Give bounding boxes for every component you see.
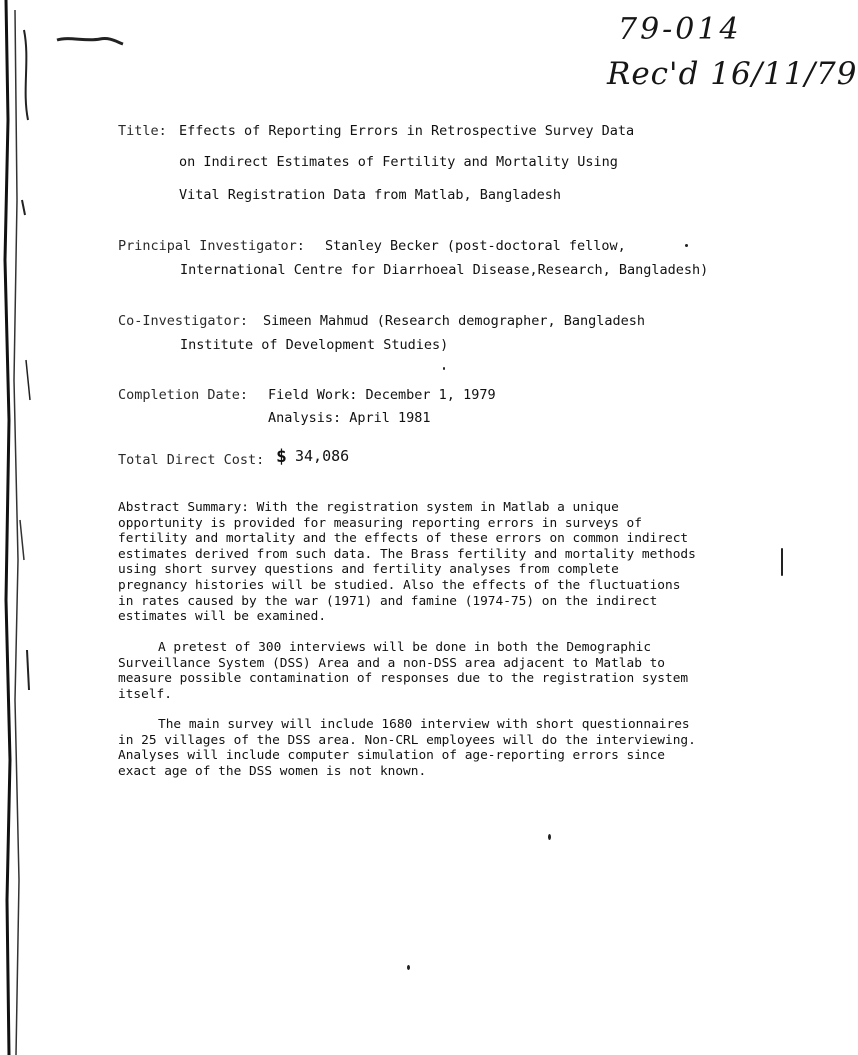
abstract-paragraph-3 xyxy=(118,717,696,779)
currency-symbol: $ xyxy=(276,446,287,467)
title-line-1: Effects of Reporting Errors in Retrospective Survey Data xyxy=(179,123,635,139)
title-line-2: on Indirect Estimates of Fertility and Mortality Using xyxy=(179,154,618,170)
co-investigator-label: Co-Investigator: xyxy=(118,313,249,329)
handwritten-received-date: Rec'd 16/11/79 xyxy=(607,56,858,92)
abstract-line: fertility and mortality and the effects of these errors on common indirect xyxy=(118,531,689,547)
total-cost-label: Total Direct Cost: xyxy=(118,452,265,468)
abstract-line: The main survey will include 1680 interview with short questionnaires xyxy=(158,717,690,732)
abstract-line: itself. xyxy=(118,686,172,702)
total-cost-amount: 34,086 xyxy=(295,447,350,465)
principal-investigator-line-1: Stanley Becker (post-doctoral fellow, xyxy=(325,238,626,254)
scan-speck xyxy=(781,548,783,576)
abstract-line: in rates caused by the war (1971) and famine (1974-75) on the indirect xyxy=(118,593,658,609)
total-cost-row xyxy=(118,446,350,468)
scan-speck xyxy=(548,834,551,840)
abstract-line: Surveillance System (DSS) Area and a non-DSS area adjacent to Matlab to xyxy=(118,655,666,671)
completion-row xyxy=(118,387,496,403)
principal-investigator-line-2: International Centre for Diarrhoeal Disease,Research, Bangladesh) xyxy=(180,262,709,278)
co-investigator-line-1: Simeen Mahmud (Research demographer, Bangladesh xyxy=(263,313,646,329)
abstract-line: estimates will be examined. xyxy=(118,609,327,625)
co-investigator-line-2: Institute of Development Studies) xyxy=(180,337,449,353)
abstract-line: in 25 villages of the DSS area. Non-CRL employees will do the interviewing. xyxy=(118,732,696,748)
field-work-date: Field Work: December 1, 1979 xyxy=(268,387,496,403)
abstract-line: exact age of the DSS women is not known. xyxy=(118,763,427,779)
abstract-line: Abstract Summary: With the registration system in Matlab a unique xyxy=(118,500,619,515)
abstract-line: using short survey questions and fertility analyses from complete xyxy=(118,562,619,578)
handwritten-reference-number: 79-014 xyxy=(618,12,742,47)
completion-label: Completion Date: xyxy=(118,387,249,403)
abstract-line: measure possible contamination of responses due to the registration system xyxy=(118,671,689,687)
co-investigator-row xyxy=(118,313,646,329)
abstract-line: opportunity is provided for measuring reporting errors in surveys of xyxy=(118,515,642,531)
scan-speck xyxy=(407,965,410,970)
title-row xyxy=(118,123,635,139)
abstract-paragraph-1 xyxy=(118,500,696,625)
scan-speck xyxy=(443,367,445,370)
principal-investigator-row xyxy=(118,238,626,254)
analysis-date: Analysis: April 1981 xyxy=(268,410,431,426)
abstract-line: A pretest of 300 interviews will be done in both the Demographic xyxy=(158,640,652,655)
title-label: Title: xyxy=(118,123,167,139)
title-line-3: Vital Registration Data from Matlab, Bangladesh xyxy=(179,187,562,203)
abstract-line: Analyses will include computer simulation of age-reporting errors since xyxy=(118,748,666,764)
scan-binding-edge xyxy=(0,0,40,1055)
abstract-line: pregnancy histories will be studied. Also the effects of the fluctuations xyxy=(118,577,681,593)
scan-speck xyxy=(685,244,688,247)
scan-smudge xyxy=(55,30,125,50)
principal-investigator-label: Principal Investigator: xyxy=(118,238,305,254)
abstract-paragraph-2 xyxy=(118,640,688,702)
abstract-line: estimates derived from such data. The Brass fertility and mortality methods xyxy=(118,546,696,562)
